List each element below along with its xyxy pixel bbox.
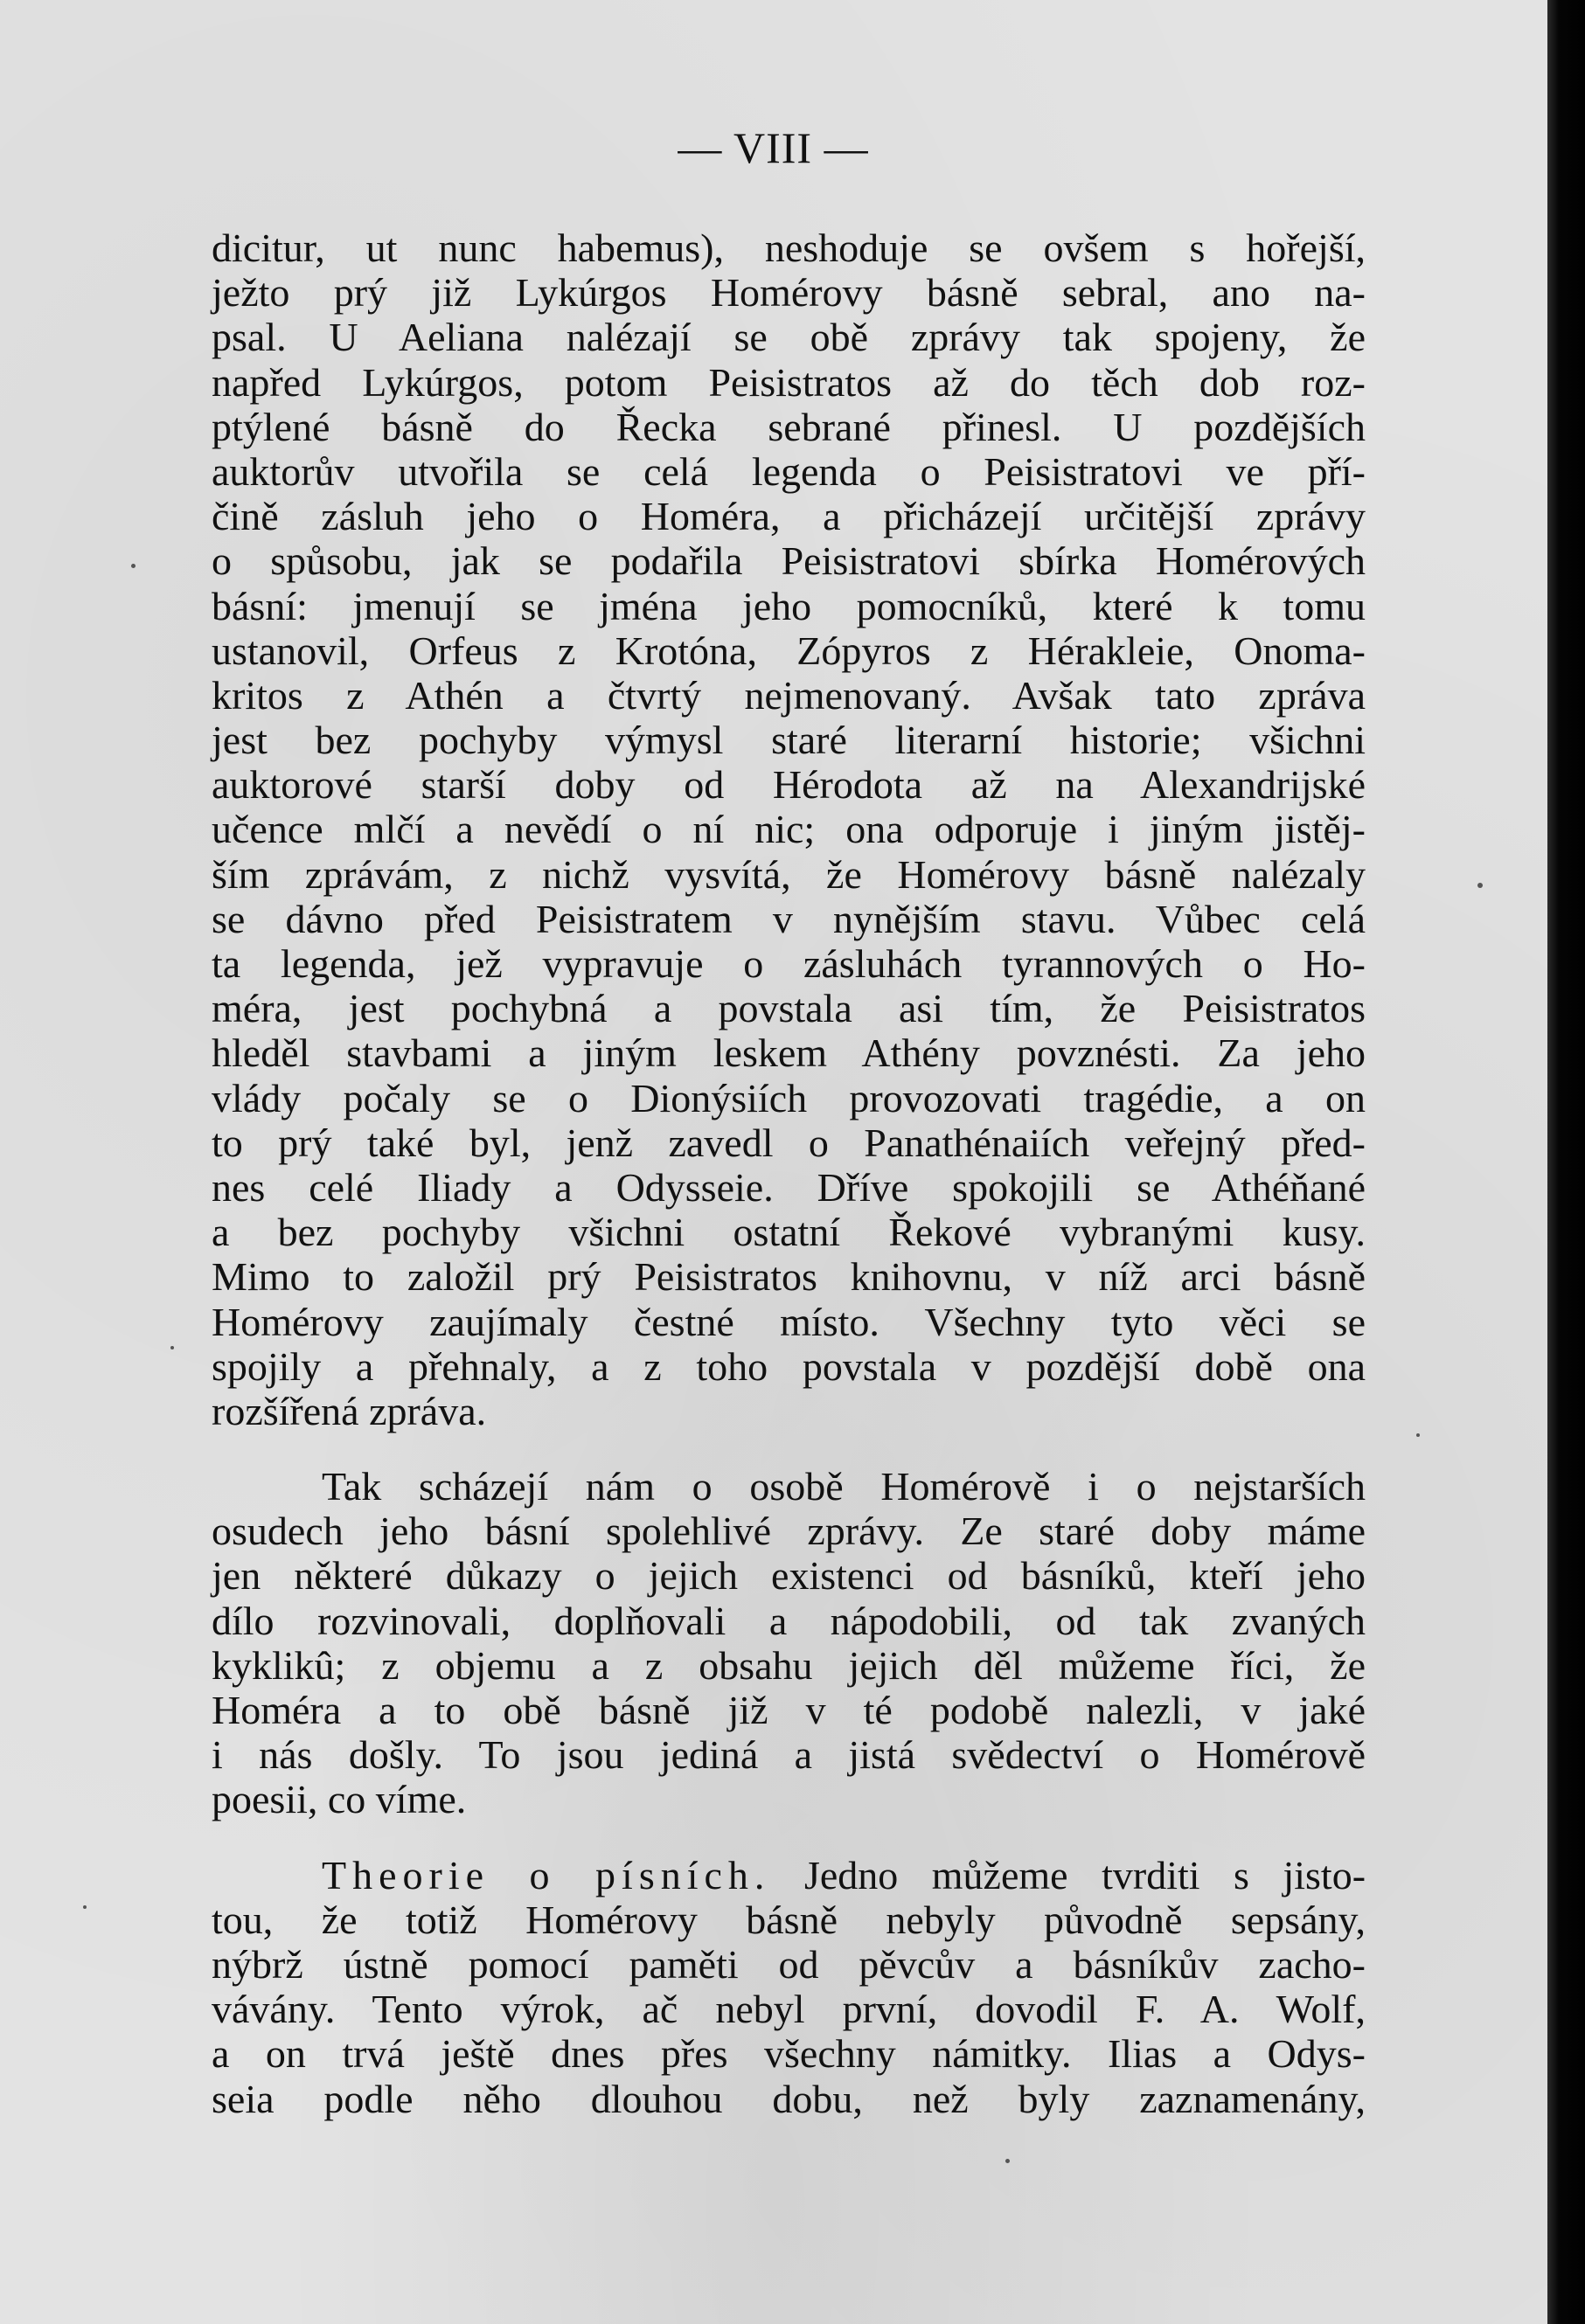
text-line: jen některé důkazy o jejich existenci od básníků, kteří jeho [212, 1553, 1366, 1599]
text-line: a bez pochyby všichni ostatní Řekové vybranými kusy. [212, 1210, 1366, 1255]
text-line: ta legenda, jež vypravuje o zásluhách tyrannových o Ho- [212, 941, 1366, 986]
text-line: tou, že totiž Homérovy básně nebyly původně sepsány, [212, 1897, 1366, 1942]
page-number: — VIII — [678, 123, 869, 172]
text-line: dílo rozvinovali, doplňovali a nápodobili, od tak zvaných [212, 1598, 1366, 1643]
text-line: osudech jeho básní spolehlivé zprávy. Ze staré doby máme [212, 1509, 1366, 1554]
text-line: ptýlené básně do Řecka sebrané přinesl. U pozdějších [212, 404, 1366, 449]
text-line: poesii, co víme. [212, 1777, 467, 1822]
text-line: psal. U Aeliana nalézají se obě zprávy tak spojeny, že [212, 315, 1366, 360]
text-line: to prý také byl, jenž zavedl o Panathénaiích veřejný před- [212, 1120, 1366, 1165]
section-heading: Theorie o písních. [322, 1852, 771, 1897]
text-line: kritos z Athén a čtvrtý nejmenovaný. Avšak tato zpráva [212, 672, 1366, 718]
text-line: rozšířená zpráva. [212, 1388, 487, 1433]
text-line: Homéra a to obě básně již v té podobě nalezli, v jaké [212, 1688, 1366, 1732]
text-line: napřed Lykúrgos, potom Peisistratos až do těch dob roz- [212, 359, 1366, 405]
text-line: kyklikû; z objemu a z obsahu jejich děl můžeme říci, že [212, 1642, 1366, 1688]
text-line: jest bez pochyby výmysl staré literarní historie; všichni [212, 718, 1366, 763]
text-line: učence mlčí a nevědí o ní nic; ona odporuje i jiným jistěj- [212, 807, 1366, 852]
text-line: Homérovy zaujímaly čestné místo. Všechny tyto věci se [212, 1299, 1366, 1344]
text-line: básní: jmenují se jména jeho pomocníků, které k tomu [212, 583, 1366, 628]
paragraph-2 [212, 1464, 1366, 1822]
scan-speck [170, 1346, 174, 1349]
text-line: dicitur, ut nunc habemus), neshoduje se ovšem s hořejší, [212, 225, 1366, 270]
text-line: Mimo to založil prý Peisistratos knihovnu, v níž arci básně [212, 1254, 1366, 1300]
paragraph-gap [212, 1822, 1366, 1853]
scan-speck [1005, 2159, 1010, 2163]
text-line: méra, jest pochybná a povstala asi tím, že Peisistratos [212, 986, 1366, 1031]
text-line: auktorové starší doby od Hérodota až na Alexandrijské [212, 762, 1366, 808]
text-line: i nás došly. To jsou jediná a jistá svědectví o Homérově [212, 1732, 1366, 1778]
text-line: nýbrž ústně pomocí paměti od pěvcův a básníkův zacho- [212, 1941, 1366, 1987]
text-line: hleděl stavbami a jiným leskem Athény povznésti. Za jeho [212, 1030, 1366, 1076]
paragraph-3 [212, 1853, 1366, 2121]
scan-speck [1477, 883, 1483, 888]
text-line: auktorův utvořila se celá legenda o Peisistratovi ve pří- [212, 448, 1366, 494]
text-fragment: Jedno můžeme tvrditi s jisto- [803, 1852, 1366, 1897]
text-line: ustanovil, Orfeus z Krotóna, Zópyros z Hérakleie, Onoma- [212, 628, 1366, 673]
text-line: seia podle něho dlouhou dobu, než byly zaznamenány, [212, 2076, 1366, 2121]
text-line: ším zprávám, z nichž vysvítá, že Homérovy básně nalézaly [212, 851, 1366, 897]
text-line: spojily a přehnaly, a z toho povstala v pozdější době ona [212, 1343, 1366, 1389]
scan-speck [1416, 1433, 1420, 1437]
paragraph-1 [212, 225, 1366, 1433]
text-line: čině zásluh jeho o Homéra, a přicházejí určitější zprávy [212, 494, 1366, 539]
paragraph-gap [212, 1433, 1366, 1464]
text-line: vávány. Tento výrok, ač nebyl první, dovodil F. A. Wolf, [212, 1987, 1366, 2032]
body-text [212, 225, 1366, 2121]
page-edge-shadow [1547, 0, 1585, 2324]
scan-speck [131, 564, 136, 568]
text-line: ježto prý již Lykúrgos Homérovy básně sebral, ano na- [212, 270, 1366, 316]
text-line: vlády počaly se o Dionýsiích provozovati tragédie, a on [212, 1075, 1366, 1120]
text-line: o spůsobu, jak se podařila Peisistratovi sbírka Homérových [212, 538, 1366, 584]
text-line [212, 1853, 1366, 1897]
scan-speck [83, 1905, 87, 1909]
text-line: nes celé Iliady a Odysseie. Dříve spokojili se Athéňané [212, 1164, 1366, 1210]
text-line: a on trvá ještě dnes přes všechny námitky. Ilias a Odys- [212, 2031, 1366, 2077]
text-line: se dávno před Peisistratem v nynějším stavu. Vůbec celá [212, 896, 1366, 941]
text-line: Tak scházejí nám o osobě Homérově i o nejstarších [322, 1464, 1366, 1509]
